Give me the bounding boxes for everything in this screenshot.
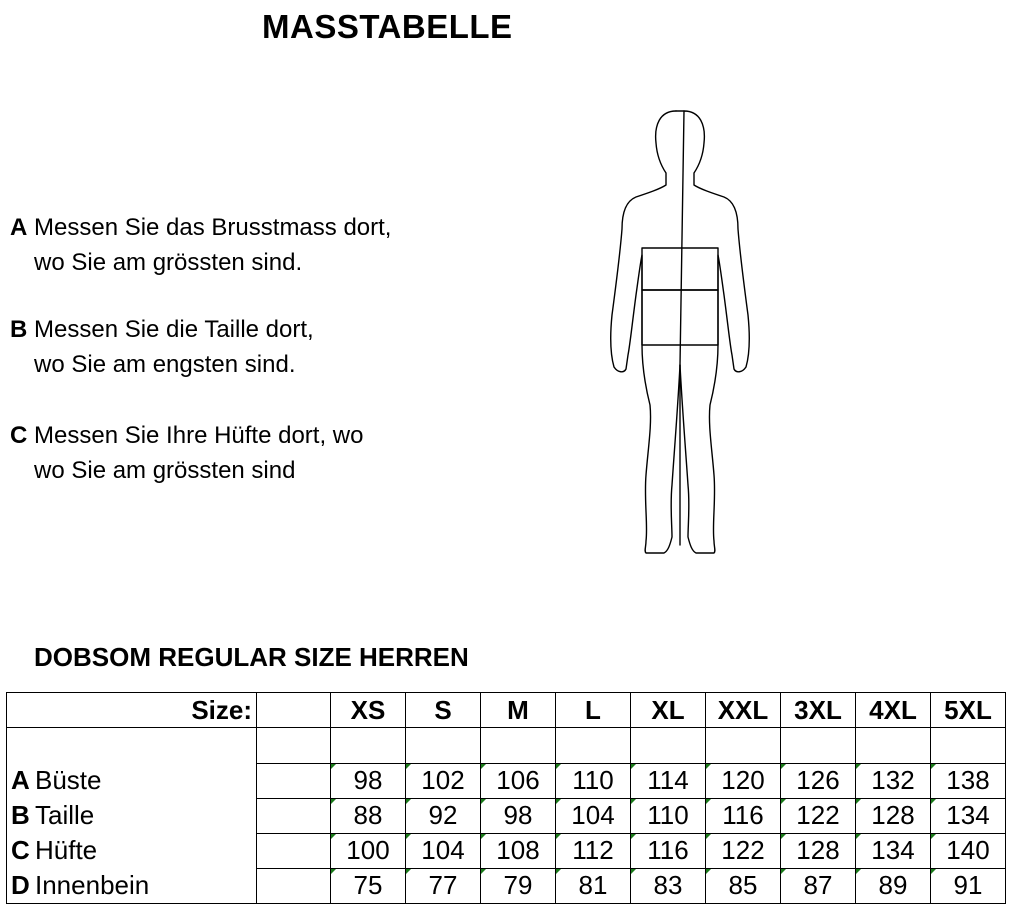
size-header: M	[481, 693, 556, 728]
table-cell	[931, 728, 1006, 764]
table-cell: 98	[481, 798, 556, 833]
size-header: L	[556, 693, 631, 728]
table-cell: 110	[556, 763, 631, 798]
instruction-c	[10, 418, 363, 488]
table-cell: 98	[331, 763, 406, 798]
chest-band	[642, 248, 718, 290]
table-spacer-row	[7, 728, 1006, 764]
table-cell	[856, 728, 931, 764]
instruction-text: Messen Sie Ihre Hüfte dort, wo	[34, 422, 364, 449]
table-cell: 110	[631, 798, 706, 833]
table-cell	[257, 868, 331, 903]
table-cell: 134	[856, 833, 931, 868]
table-cell: 100	[331, 833, 406, 868]
table-cell: 88	[331, 798, 406, 833]
table-cell: 112	[556, 833, 631, 868]
table-cell: 91	[931, 868, 1006, 903]
table-cell: 92	[406, 798, 481, 833]
table-cell: 106	[481, 763, 556, 798]
row-label: A Büste	[7, 763, 257, 798]
size-header: XS	[331, 693, 406, 728]
instruction-letter: C	[10, 422, 28, 449]
table-row	[7, 798, 1006, 833]
table-cell: 104	[406, 833, 481, 868]
size-table	[6, 692, 1006, 904]
table-cell: 120	[706, 763, 781, 798]
instruction-text: wo Sie am grössten sind	[34, 457, 296, 484]
table-cell	[481, 728, 556, 764]
table-cell: 89	[856, 868, 931, 903]
size-header: 4XL	[856, 693, 931, 728]
table-cell: 140	[931, 833, 1006, 868]
table-cell: 83	[631, 868, 706, 903]
table-cell	[257, 833, 331, 868]
table-cell: 87	[781, 868, 856, 903]
size-label: Size:	[7, 693, 257, 728]
size-header: 3XL	[781, 693, 856, 728]
instruction-letter: B	[10, 316, 28, 343]
table-cell: 132	[856, 763, 931, 798]
table-header-row	[7, 693, 1006, 728]
table-cell	[257, 693, 331, 728]
table-cell	[706, 728, 781, 764]
size-header: S	[406, 693, 481, 728]
table-cell: 126	[781, 763, 856, 798]
table-row	[7, 833, 1006, 868]
instruction-text: wo Sie am engsten sind.	[34, 351, 296, 378]
table-cell: 102	[406, 763, 481, 798]
table-cell	[781, 728, 856, 764]
row-label: C Hüfte	[7, 833, 257, 868]
table-cell: 85	[706, 868, 781, 903]
row-label: B Taille	[7, 798, 257, 833]
table-cell	[257, 728, 331, 764]
table-cell: 114	[631, 763, 706, 798]
table-row	[7, 763, 1006, 798]
instruction-text: Messen Sie das Brusstmass dort,	[34, 214, 392, 241]
table-cell: 79	[481, 868, 556, 903]
table-cell: 116	[706, 798, 781, 833]
size-header: XL	[631, 693, 706, 728]
instruction-letter: A	[10, 214, 28, 241]
table-cell: 128	[856, 798, 931, 833]
page-title: MASSTABELLE	[262, 8, 513, 45]
table-cell: 122	[706, 833, 781, 868]
size-header: 5XL	[931, 693, 1006, 728]
table-cell	[257, 763, 331, 798]
body-outline-illustration	[600, 105, 760, 557]
table-cell	[331, 728, 406, 764]
table-cell	[257, 798, 331, 833]
head-outline	[611, 111, 680, 553]
instruction-text: Messen Sie die Taille dort,	[34, 316, 314, 343]
row-label: D Innenbein	[7, 868, 257, 903]
table-cell: 138	[931, 763, 1006, 798]
table-cell: 122	[781, 798, 856, 833]
table-cell: 108	[481, 833, 556, 868]
table-cell	[556, 728, 631, 764]
table-cell: 77	[406, 868, 481, 903]
table-cell: 75	[331, 868, 406, 903]
instruction-b	[10, 312, 314, 382]
table-cell: 81	[556, 868, 631, 903]
table-row	[7, 868, 1006, 903]
instruction-text: wo Sie am grössten sind.	[34, 249, 303, 276]
table-cell: 134	[931, 798, 1006, 833]
table-cell: 128	[781, 833, 856, 868]
table-cell	[406, 728, 481, 764]
table-cell	[7, 728, 257, 764]
table-cell: 116	[631, 833, 706, 868]
table-cell: 104	[556, 798, 631, 833]
body-outline-right	[680, 111, 749, 553]
section-title: DOBSOM REGULAR SIZE HERREN	[34, 642, 469, 672]
table-cell	[631, 728, 706, 764]
instruction-a	[10, 210, 391, 280]
size-header: XXL	[706, 693, 781, 728]
